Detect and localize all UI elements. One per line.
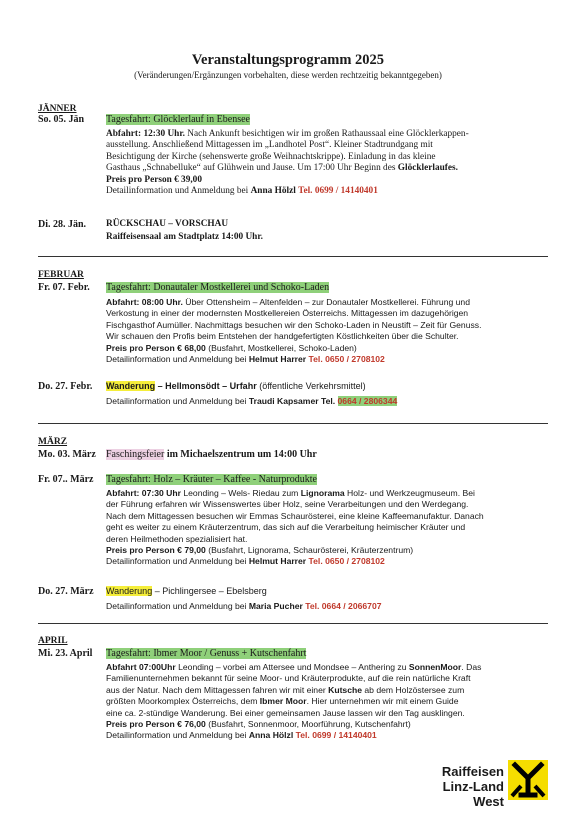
- event-date: Di. 28. Jän.: [38, 219, 87, 230]
- contact-label: Detailinformation und Anmeldung bei: [106, 730, 249, 741]
- contact-name: Anna Hölzl: [248, 730, 294, 741]
- month-heading-apr: APRIL: [38, 636, 68, 646]
- price-note: (Busfahrt, Mostkellerei, Schoko-Laden): [205, 342, 357, 353]
- raiffeisen-gable-cross-icon: [508, 760, 548, 800]
- contact-phone: Tel. 0699 / 14140401: [295, 730, 377, 741]
- event-title-text: Wanderung: [106, 586, 153, 596]
- description-line: ausstellung. Anschließend Mittagessen im „Landhotel Post“. Kleiner Stadtrundgang mit: [106, 140, 433, 151]
- description-line: Nach dem Mittagessen besuchen wir Emmas Schauröstereі, eine kleine Kaffeemanufaktur. Danach: [106, 510, 484, 521]
- description-line: Leonding – vorbei am Attersee und Mondsee – Anthering zu: [175, 662, 409, 672]
- description-line: geht es weiter zu einem Kräuterzentrum, das sich auf die Verarbeitung heimischer Kräuter und: [106, 522, 466, 533]
- event-title-text: Wanderung: [106, 381, 156, 391]
- event-title-text: Tagesfahrt: Holz – Kräuter – Kaffee - Naturprodukte: [106, 474, 317, 485]
- departure-time: Abfahrt 07:00Uhr: [106, 662, 176, 672]
- event-note: (öffentliche Verkehrsmittel): [256, 381, 366, 391]
- event-description: [106, 297, 549, 365]
- contact-label: Detailinformation und Anmeldung bei: [106, 601, 249, 611]
- description-line: ab dem Holzöstersee zum: [362, 684, 465, 695]
- event-title: [106, 381, 366, 391]
- contact-name: Anna Hölzl: [250, 186, 296, 197]
- contact-name: Helmut Harrer: [248, 556, 307, 567]
- description-highlight: Kutsche: [328, 684, 363, 695]
- contact-name: Maria Pucher: [248, 601, 303, 611]
- description-line: Gasthaus „Schnabelluke“ auf Glühwein und Jause. Um 17:00 Uhr Beginn des: [106, 163, 398, 174]
- contact-phone: 0664 / 2806344: [337, 396, 398, 406]
- event-title: [106, 474, 317, 485]
- section-divider: [38, 423, 548, 424]
- page-subtitle: (Veränderungen/Ergänzungen vorbehalten, diese werden rechtzeitig bekanntgegeben): [134, 70, 442, 80]
- contact-label: Detailinformation und Anmeldung bei: [106, 556, 249, 567]
- description-line: Wir schauen den Profis beim Entstehen der handgefertigten Köstlichkeiten über die Schulter.: [106, 331, 459, 342]
- description-line: Familienunternehmen bekannt für seine Moor- und Kräuterprodukte, auf die rein natürliche Kraft: [106, 673, 471, 684]
- section-divider: [38, 623, 548, 624]
- description-line: Fischgasthof Aumüller. Nachmittags besuchen wir den Schoko-Laden in Neustift – Zeit für Genuss.: [106, 319, 482, 330]
- event-price: Preis pro Person € 79,00: [106, 545, 206, 556]
- description-highlight: Lignorama: [300, 488, 345, 498]
- event-contact: [106, 396, 397, 406]
- description-line: Verkostung in einer der modernsten Mostkellereien Österreichs. Mittagessen im dazugehörigen: [106, 308, 469, 319]
- description-line: Leonding – Wels- Riedau zum: [180, 488, 301, 498]
- event-date: So. 05. Jän: [38, 114, 85, 125]
- event-title: [106, 282, 329, 293]
- event-title: RÜCKSCHAU – VORSCHAU: [106, 219, 229, 229]
- event-date: Do. 27. März: [38, 586, 94, 597]
- event-date: Fr. 07. Febr.: [38, 282, 90, 293]
- description-line: der Führung erfahren wir Wissenswertes über Holz, seine Verarbeitungen und den Werdegang.: [106, 499, 469, 510]
- description-line: . Das: [461, 662, 482, 672]
- contact-label: Detailinformation und Anmeldung bei: [106, 186, 251, 197]
- raiffeisen-logo: [418, 760, 548, 809]
- event-route: – Pichlingersee – Ebelsberg: [152, 586, 267, 596]
- contact-phone: Tel. 0664 / 2066707: [305, 601, 382, 611]
- contact-phone: Tel. 0650 / 2708102: [308, 556, 385, 567]
- section-divider: [38, 256, 548, 257]
- event-title: [106, 449, 317, 460]
- departure-time: Abfahrt: 07:30 Uhr: [106, 488, 181, 498]
- departure-time: Abfahrt: 12:30 Uhr.: [106, 129, 185, 139]
- event-description: [106, 488, 549, 568]
- description-line: . Hier unternehmen wir mit einem Guide: [306, 696, 459, 707]
- description-line: eine ca. 2-stündige Wanderung. Bei einer gemeinsamen Jause lassen wir den Tag ausklingen.: [106, 707, 465, 718]
- month-heading-jan: JÄNNER: [38, 104, 77, 114]
- contact-phone: Tel. 0650 / 2708102: [308, 354, 385, 365]
- event-description: [106, 129, 549, 197]
- event-title-text: Tagesfahrt: Glöcklerlauf in Ebensee: [106, 114, 250, 125]
- description-highlight: Ibmer Moor: [259, 696, 307, 707]
- description-line: deren Heilmethoden spezialisiert hat.: [106, 533, 248, 544]
- logo-line2: Linz-Land West: [442, 779, 504, 809]
- event-date: Do. 27. Febr.: [38, 381, 93, 392]
- event-price: Preis pro Person € 76,00: [106, 719, 206, 730]
- event-location: im Michaelszentrum um 14:00 Uhr: [164, 449, 317, 460]
- event-price: Preis pro Person € 68,00: [106, 342, 206, 353]
- event-title-text: Tagesfahrt: Ibmer Moor / Genuss + Kutschenfahrt: [106, 648, 307, 659]
- logo-text: [418, 764, 504, 809]
- description-highlight: Glöcklerlaufes.: [397, 163, 458, 174]
- event-date: Fr. 07.. März: [38, 474, 94, 485]
- description-line: aus der Natur. Nach dem Mittagessen fahren wir mit einer: [106, 684, 329, 695]
- description-line: Über Ottensheim – Altenfelden – zur Donautaler Mostkellerei. Führung und: [182, 297, 470, 307]
- contact-name: Helmut Harrer: [248, 354, 307, 365]
- price-note: (Busfahrt, Sonnenmoor, Moorführung, Kutschenfahrt): [205, 719, 411, 730]
- price-note: (Busfahrt, Lignorama, Schauröstereі, Kräuterzentrum): [205, 545, 414, 556]
- event-description: [106, 662, 549, 742]
- description-line: Besichtigung der Kirche (sehenswerte große Weihnachtskrippe). Einladung in das kleine: [106, 151, 436, 162]
- event-date: Mi. 23. April: [38, 648, 93, 659]
- description-line: größten Moorkomplex Österreichs, dem: [106, 696, 260, 707]
- contact-label: Detailinformation und Anmeldung bei: [106, 354, 249, 365]
- contact-name: Traudi Kapsamer: [248, 396, 319, 406]
- logo-line1: Raiffeisen: [441, 764, 504, 779]
- event-title: [106, 586, 267, 596]
- event-route: – Hellmonsödt – Urfahr: [155, 381, 257, 391]
- contact-tel-label: Tel.: [318, 396, 338, 406]
- event-price: Preis pro Person € 39,00: [106, 174, 202, 185]
- departure-time: Abfahrt: 08:00 Uhr.: [106, 297, 183, 307]
- contact-phone: Tel. 0699 / 14140401: [298, 186, 378, 197]
- month-heading-feb: FEBRUAR: [38, 270, 84, 280]
- contact-label: Detailinformation und Anmeldung bei: [106, 396, 249, 406]
- event-title-text: Faschingsfeier: [106, 449, 165, 460]
- description-highlight: SonnenMoor: [408, 662, 462, 672]
- description-line: Nach Ankunft besichtigen wir im großen Rathaussaal eine Glöcklerkappen-: [184, 129, 469, 139]
- event-date: Mo. 03. März: [38, 449, 96, 460]
- event-contact: [106, 601, 382, 611]
- event-title: [106, 648, 306, 659]
- event-title-text: Tagesfahrt: Donautaler Mostkellerei und Schoko-Laden: [106, 282, 330, 293]
- event-title: [106, 114, 250, 125]
- page-title: Veranstaltungsprogramm 2025: [191, 52, 385, 68]
- event-location: Raiffeisensaal am Stadtplatz 14:00 Uhr.: [106, 232, 263, 242]
- description-line: Holz- und Werkzeugmuseum. Bei: [344, 488, 475, 498]
- month-heading-mar: MÄRZ: [38, 437, 68, 447]
